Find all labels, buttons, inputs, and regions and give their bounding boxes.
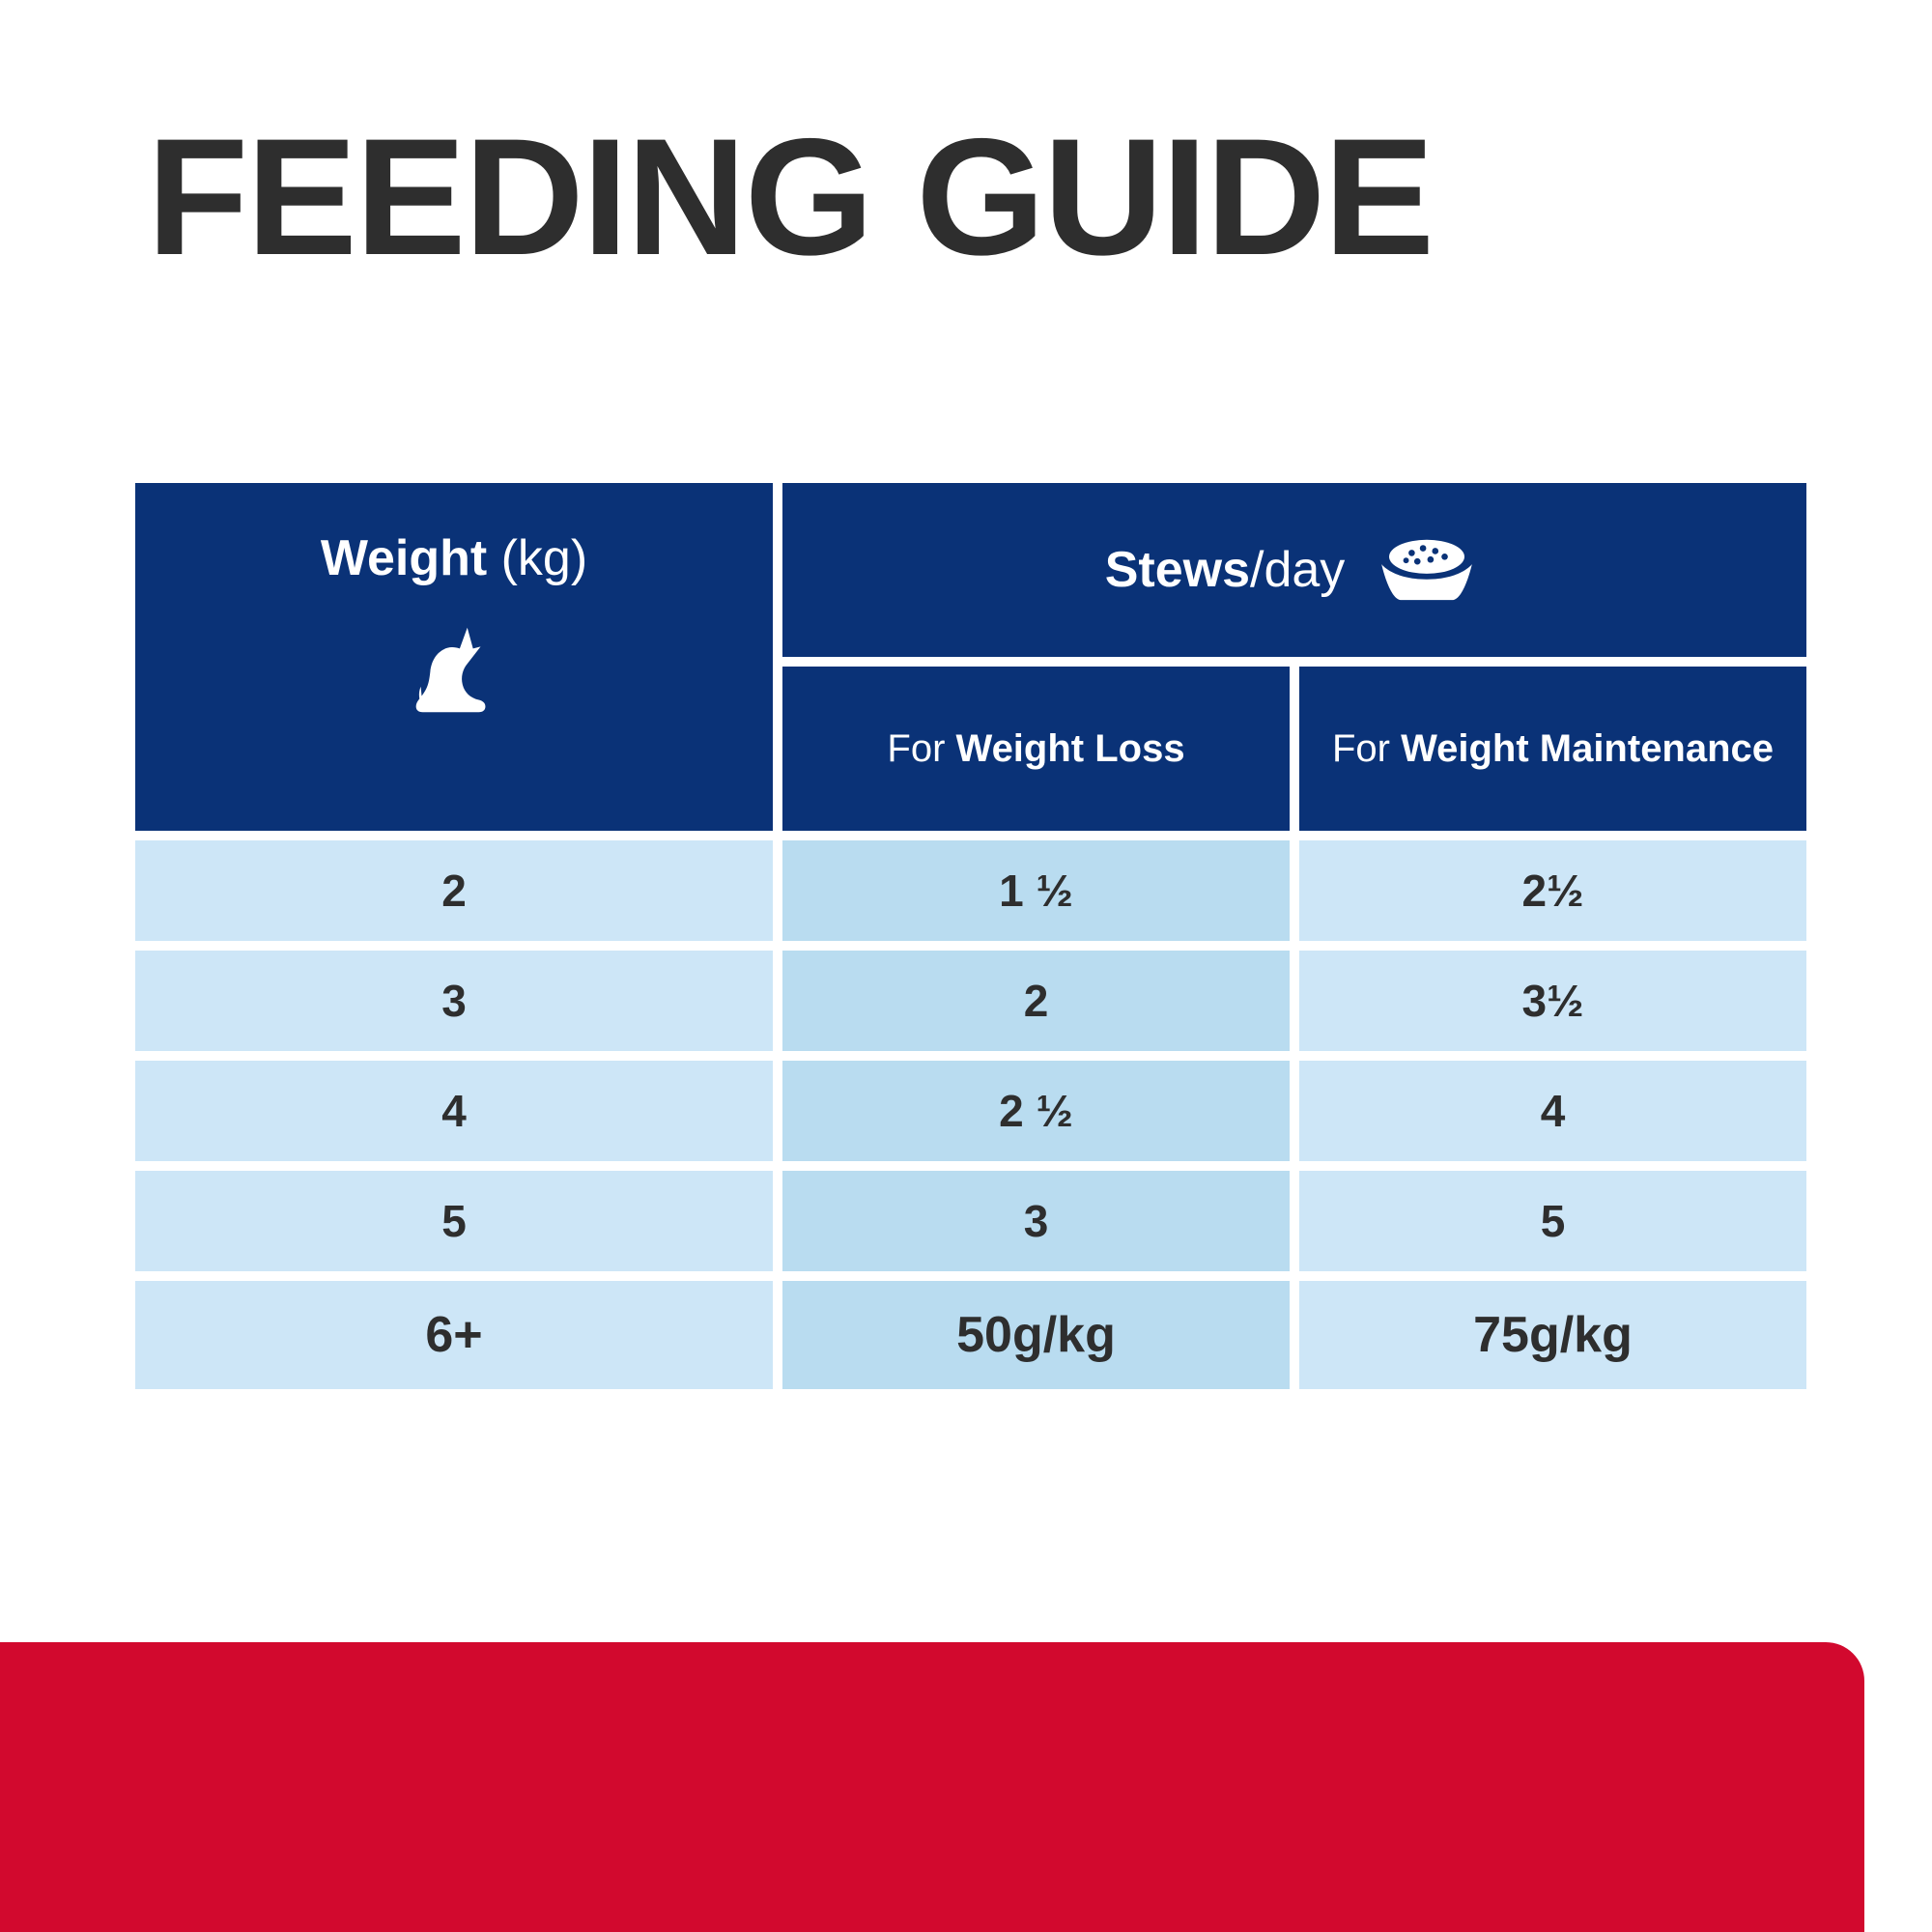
weight-header-bold: Weight — [320, 530, 488, 586]
stews-header-suffix: /day — [1250, 542, 1346, 598]
cell-weight: 5 — [135, 1171, 773, 1271]
sub-header-weight-maintenance — [1299, 667, 1806, 831]
cell-weight-maintenance: 75g/kg — [1299, 1281, 1806, 1389]
cell-weight-maintenance: 2½ — [1299, 840, 1806, 941]
weight-header-label — [321, 529, 587, 587]
sub-header-weight-loss — [782, 667, 1290, 831]
table-row — [135, 951, 1806, 1051]
feeding-table — [135, 483, 1806, 1389]
food-bowl-icon — [1370, 530, 1484, 611]
cat-icon — [397, 614, 511, 733]
cell-weight-loss: 2 — [782, 951, 1290, 1051]
cell-weight-loss: 3 — [782, 1171, 1290, 1271]
sub-header-row — [782, 667, 1806, 831]
sub-header-maint-prefix: For — [1331, 726, 1402, 770]
sub-header-maint-bold: Weight Maintenance — [1401, 726, 1775, 770]
weight-header-cell — [135, 483, 773, 831]
weight-header-unit: (kg) — [487, 530, 588, 586]
stews-header-label — [1105, 541, 1346, 599]
footer-accent-bar — [0, 1642, 1864, 1932]
cell-weight-maintenance: 5 — [1299, 1171, 1806, 1271]
cell-weight-loss: 2 ½ — [782, 1061, 1290, 1161]
stews-header-group — [782, 483, 1806, 831]
table-row — [135, 1171, 1806, 1271]
stews-header-bold: Stews — [1104, 542, 1250, 598]
sub-header-loss-bold: Weight Loss — [955, 726, 1185, 770]
cell-weight-loss: 50g/kg — [782, 1281, 1290, 1389]
cell-weight: 6+ — [135, 1281, 773, 1389]
table-header-row — [135, 483, 1806, 831]
cell-weight-loss: 1 ½ — [782, 840, 1290, 941]
cell-weight-maintenance: 3½ — [1299, 951, 1806, 1051]
sub-header-loss-prefix: For — [887, 726, 956, 770]
cell-weight: 2 — [135, 840, 773, 941]
table-row — [135, 1281, 1806, 1389]
cell-weight: 4 — [135, 1061, 773, 1161]
cell-weight: 3 — [135, 951, 773, 1051]
table-row — [135, 1061, 1806, 1161]
stews-header-cell — [782, 483, 1806, 657]
table-row — [135, 840, 1806, 941]
page-title: FEEDING GUIDE — [147, 104, 1434, 290]
cell-weight-maintenance: 4 — [1299, 1061, 1806, 1161]
